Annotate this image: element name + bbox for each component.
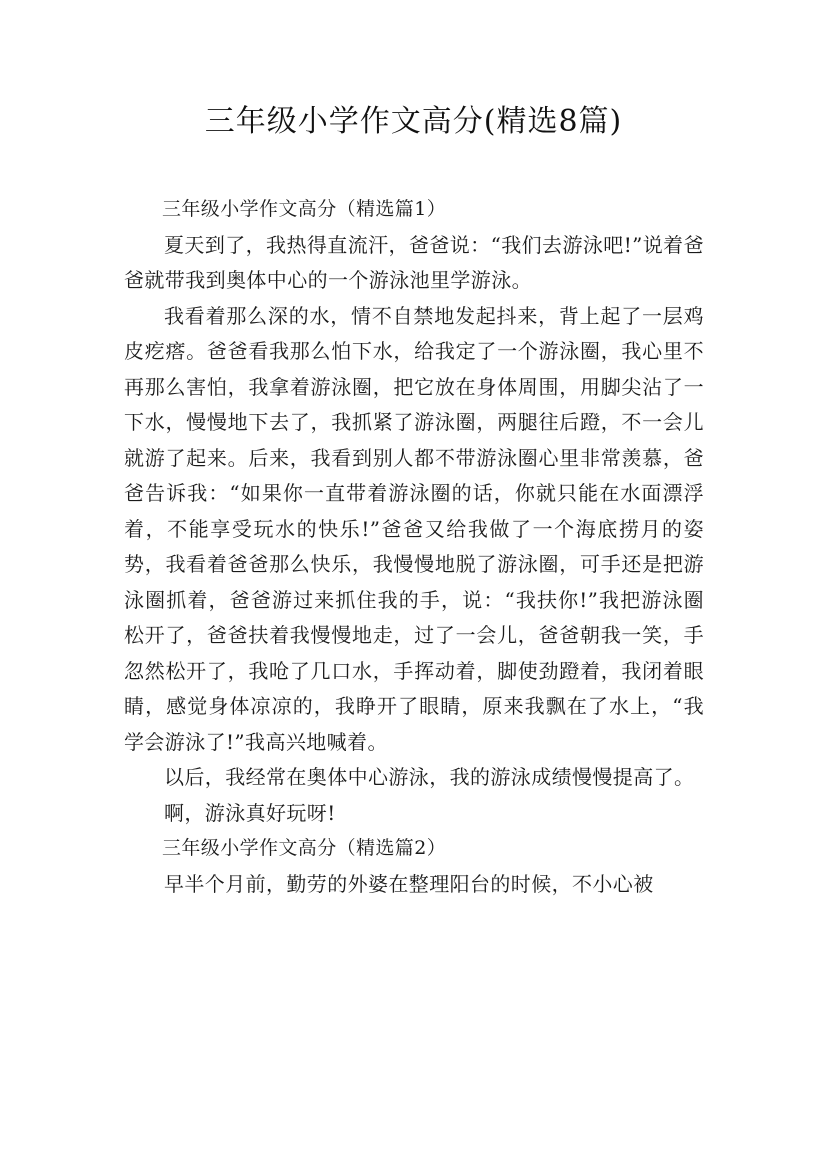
document-title: 三年级小学作文高分(精选8篇) — [204, 104, 623, 139]
paragraph: 夏天到了，我热得直流汗，爸爸说：“我们去游泳吧!”说着爸爸就带我到奥体中心的一个游泳池里学游泳。 — [124, 232, 704, 292]
paragraph: 我看着那么深的水，情不自禁地发起抖来，背上起了一层鸡皮疙瘩。爸爸看我那么怕下水，给我定了一个游泳圈，我心里不再那么害怕，我拿着游泳圈，把它放在身体周围，用脚尖沾了一下水，慢慢地下去了，我抓紧了游泳圈，两腿往后蹬，不一会儿就游了起来。后来，我看到别人都不带游泳圈心里非常羡慕，爸爸告诉我：“如果你一直带着游泳圈的话，你就只能在水面漂浮着，不能享受玩水的快乐!”爸爸又给我做了一个海底捞月的姿势，我看着爸爸那么快乐，我慢慢地脱了游泳圈，可手还是把游泳圈抓着，爸爸游过来抓住我的手，说：“我扶你!”我把游泳圈松开了，爸爸扶着我慢慢地走，过了一会儿，爸爸朝我一笑，手忽然松开了，我呛了几口水，手挥动着，脚使劲蹬着，我闭着眼睛，感觉身体凉凉的，我睁开了眼睛，原来我飘在了水上，“我学会游泳了!”我高兴地喊着。 — [124, 303, 704, 754]
section-heading-2: 三年级小学作文高分（精选篇2） — [162, 837, 447, 859]
paragraph: 以后，我经常在奥体中心游泳，我的游泳成绩慢慢提高了。 — [164, 765, 695, 789]
section-heading-1: 三年级小学作文高分（精选篇1） — [162, 198, 447, 220]
paragraph: 啊，游泳真好玩呀! — [164, 800, 336, 825]
paragraph: 早半个月前，勤劳的外婆在整理阳台的时候，不小心被 — [164, 871, 654, 896]
document-body — [124, 192, 704, 902]
